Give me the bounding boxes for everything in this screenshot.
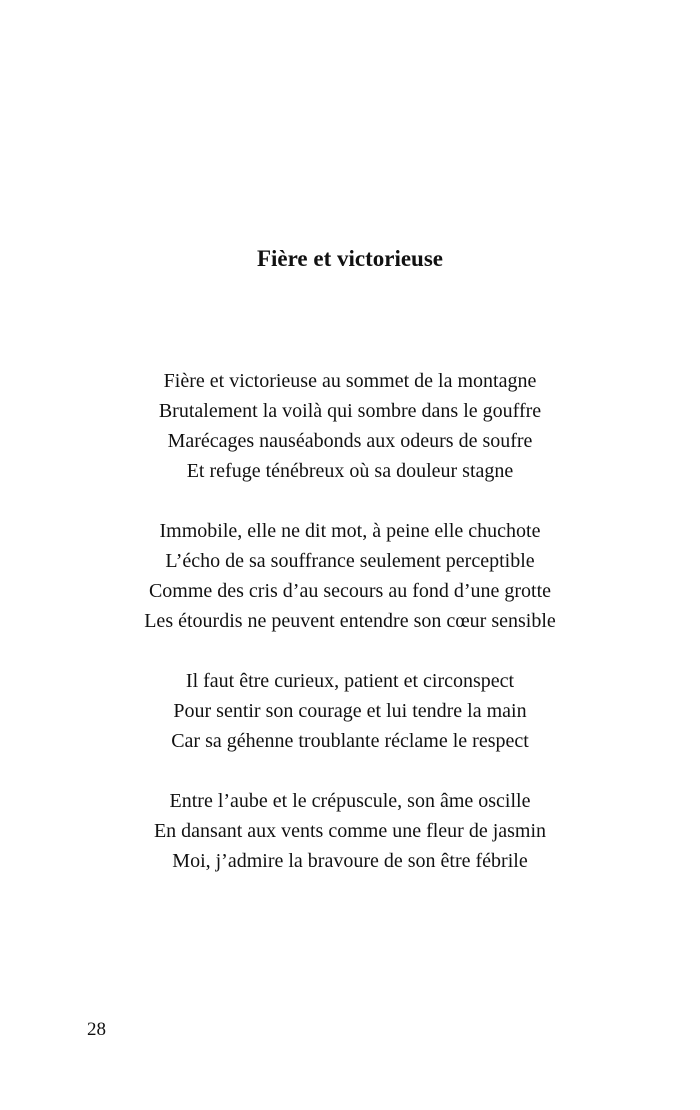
stanza-2: [0, 516, 700, 636]
poem-body: [0, 366, 700, 906]
verse: Brutalement la voilà qui sombre dans le gouffre: [158, 400, 542, 422]
verse: L’écho de sa souffrance seulement perceptible: [165, 550, 535, 572]
verse: Et refuge ténébreux où sa douleur stagne: [186, 460, 514, 482]
page-number: 28: [87, 1019, 106, 1040]
verse: Moi, j’admire la bravoure de son être fébrile: [172, 850, 528, 872]
verse: Pour sentir son courage et lui tendre la main: [173, 700, 527, 722]
stanza-1: [0, 366, 700, 486]
verse: Fière et victorieuse au sommet de la montagne: [163, 370, 537, 392]
verse: En dansant aux vents comme une fleur de jasmin: [153, 820, 547, 842]
verse: Les étourdis ne peuvent entendre son cœur sensible: [144, 610, 556, 632]
verse: Car sa géhenne troublante réclame le respect: [171, 730, 529, 752]
stanza-4: [0, 786, 700, 876]
verse: Comme des cris d’au secours au fond d’une grotte: [148, 580, 552, 602]
verse: Marécages nauséabonds aux odeurs de soufre: [167, 430, 533, 452]
verse: Il faut être curieux, patient et circonspect: [185, 670, 515, 692]
verse: Immobile, elle ne dit mot, à peine elle chuchote: [159, 520, 541, 542]
stanza-3: [0, 666, 700, 756]
verse: Entre l’aube et le crépuscule, son âme oscille: [169, 790, 531, 812]
poem-title: Fière et victorieuse: [256, 246, 444, 271]
